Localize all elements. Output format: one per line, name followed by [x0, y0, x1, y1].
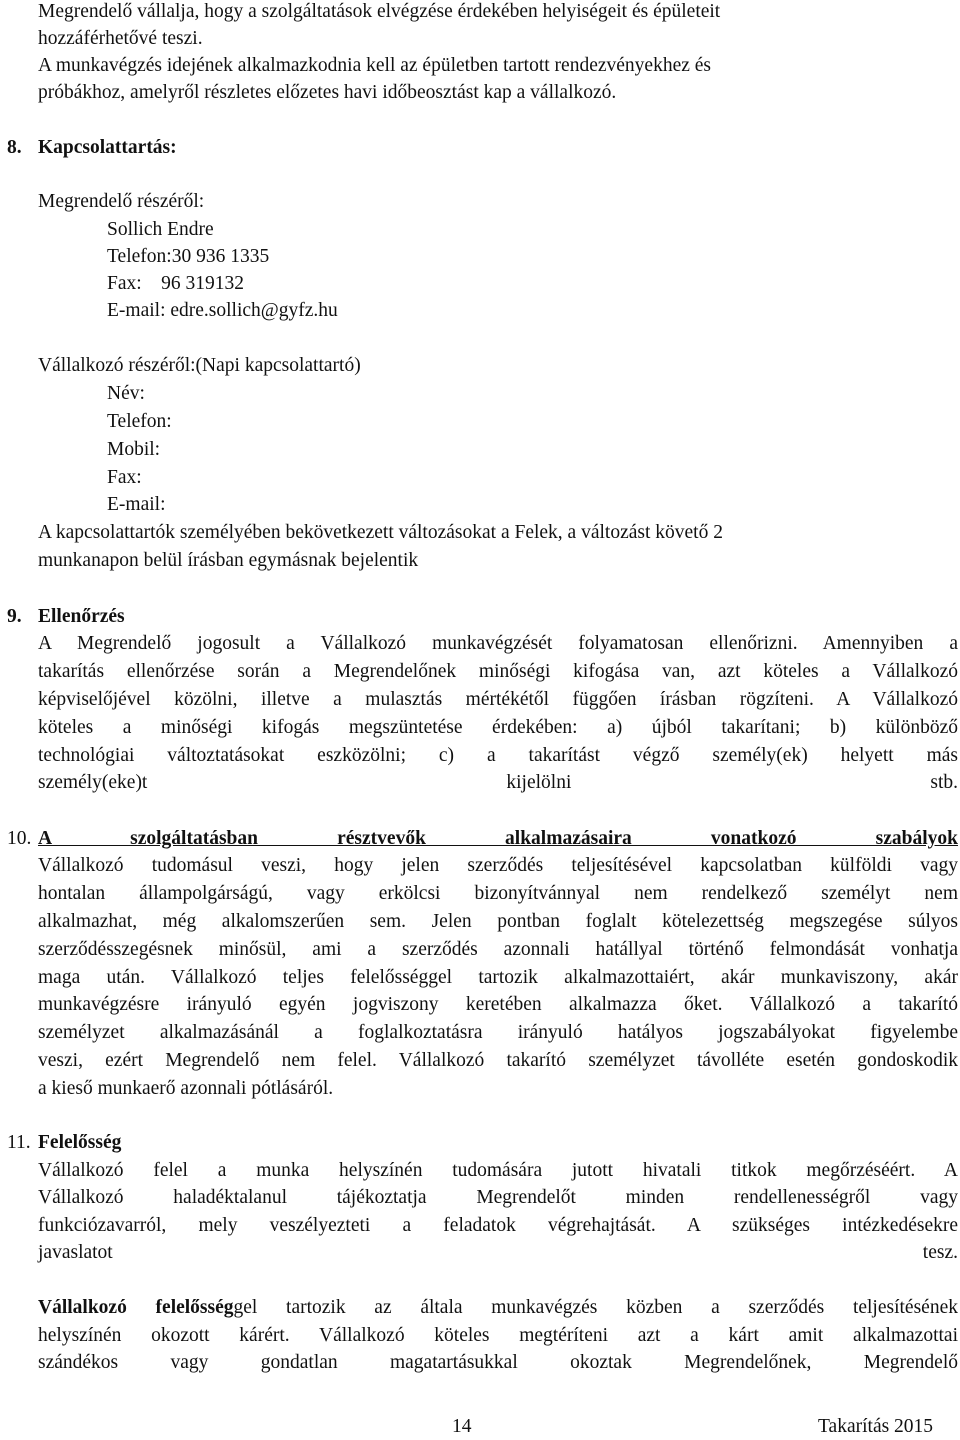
contact-change-note: munkanapon belül írásban egymásnak bejelentik: [38, 550, 419, 571]
contractor-field-mobile: Mobil:: [107, 439, 161, 460]
liability-paragraph-line: helyszínén okozott kárért. Vállalkozó köteles megtéríteni azt a kárt amit alkalmazottai: [38, 1325, 958, 1346]
section-11-line: javaslatot tesz.: [38, 1242, 958, 1263]
section-9-title: Ellenőrzés: [38, 606, 125, 627]
section-10-line: Vállalkozó tudomásul veszi, hogy jelen szerződés teljesítésével kapcsolatban külföldi vagy: [38, 855, 958, 876]
intro-line: próbákhoz, amelyről részletes előzetes havi időbeosztást kap a vállalkozó.: [38, 82, 617, 103]
liability-bold-phrase: Vállalkozó felelősség: [38, 1297, 234, 1318]
section-9-line: személy(eke)t kijelölni stb.: [38, 772, 958, 793]
liability-first-line-rest: gel tartozik az általa munkavégzés közben a szerződés teljesítésének: [233, 1297, 958, 1318]
section-9-line: A Megrendelő jogosult a Vállalkozó munkavégzését folyamatosan ellenőrizni. Amennyiben a: [38, 633, 958, 654]
client-contact-email: E-mail: edre.sollich@gyfz.hu: [107, 300, 338, 321]
section-10-line: a kieső munkaerő azonnali pótlásáról.: [38, 1078, 334, 1099]
section-11-number: 11.: [7, 1132, 31, 1153]
contractor-field-email: E-mail:: [107, 494, 166, 515]
contractor-field-fax: Fax:: [107, 467, 142, 488]
section-8-number: 8.: [7, 137, 22, 158]
client-contact-fax: Fax: 96 319132: [107, 273, 245, 294]
section-11-title: Felelősség: [38, 1132, 122, 1153]
liability-paragraph-line: szándékos vagy gondatlan magatartásukkal okoztak Megrendelőnek, Megrendelő: [38, 1352, 958, 1373]
intro-line: A munkavégzés idejének alkalmazkodnia kell az épületben tartott rendezvényekhez és: [38, 55, 711, 76]
section-10-line: maga után. Vállalkozó teljes felelősséggel tartozik alkalmazottaiért, akár munkaviszony, akár: [38, 967, 958, 988]
section-9-number: 9.: [7, 606, 22, 627]
section-10-line: személyzet alkalmazásánál a foglalkoztatásra irányuló hatályos jogszabályokat figyelembe: [38, 1022, 958, 1043]
contact-change-note: A kapcsolattartók személyében bekövetkezett változásokat a Felek, a változást követő 2: [38, 522, 723, 543]
contractor-field-name: Név:: [107, 383, 145, 404]
liability-paragraph-line: [38, 1294, 958, 1321]
client-contact-label: Megrendelő részéről:: [38, 191, 205, 212]
section-10-line: hontalan állampolgárságú, vagy erkölcsi bizonyítvánnyal nem rendelkező személyt nem: [38, 883, 958, 904]
section-10-line: szerződésszegésnek minősül, ami a szerződés azonnali hatállyal történő felmondását vonhatja: [38, 939, 958, 960]
section-10-title: A szolgáltatásban résztvevők alkalmazásaira vonatkozó szabályok: [38, 828, 958, 849]
intro-line: hozzáférhetővé teszi.: [38, 28, 203, 49]
intro-line: Megrendelő vállalja, hogy a szolgáltatások elvégzése érdekében helyiségeit és épületeit: [38, 1, 721, 22]
section-9-line: képviselőjével közölni, illetve a mulasztás mértékétől függően írásban rögzíteni. A Vállalkozó: [38, 689, 958, 710]
contractor-contact-label: Vállalkozó részéről:(Napi kapcsolattartó): [38, 355, 361, 376]
section-11-line: Vállalkozó haladéktalanul tájékoztatja Megrendelőt minden rendellenességről vagy: [38, 1187, 958, 1208]
client-contact-phone: Telefon:30 936 1335: [107, 246, 270, 267]
section-9-line: köteles a minőségi kifogás megszüntetése érdekében: a) újból takarítani; b) különböző: [38, 717, 958, 738]
client-contact-name: Sollich Endre: [107, 219, 214, 240]
section-10-line: alkalmazhat, még alkalomszerűen sem. Jelen pontban foglalt kötelezettség megszegése súlyos: [38, 911, 958, 932]
contractor-field-phone: Telefon:: [107, 411, 172, 432]
section-9-line: takarítás ellenőrzése során a Megrendelőnek minőségi kifogása van, azt köteles a Vállalkozó: [38, 661, 958, 682]
section-11-line: funkciózavarról, mely veszélyezteti a feladatok végrehajtását. A szükséges intézkedésekre: [38, 1215, 958, 1236]
section-8-title: Kapcsolattartás:: [38, 137, 177, 158]
page-number: 14: [452, 1416, 472, 1437]
section-10-line: veszi, ezért Megrendelő nem felel. Vállalkozó takarító személyzet távolléte esetén gondoskodik: [38, 1050, 958, 1071]
section-10-line: munkavégzésre irányuló egyén jogviszony keretében alkalmazza őket. Vállalkozó a takarító: [38, 994, 958, 1015]
footer-document-title: Takarítás 2015: [818, 1416, 934, 1437]
section-9-line: technológiai változtatásokat eszközölni; c) a takarítást végző személy(ek) helyett más: [38, 745, 958, 766]
section-11-line: Vállalkozó felel a munka helyszínén tudomására jutott hivatali titkok megőrzéséért. A: [38, 1160, 958, 1181]
section-10-number: 10.: [7, 828, 32, 849]
